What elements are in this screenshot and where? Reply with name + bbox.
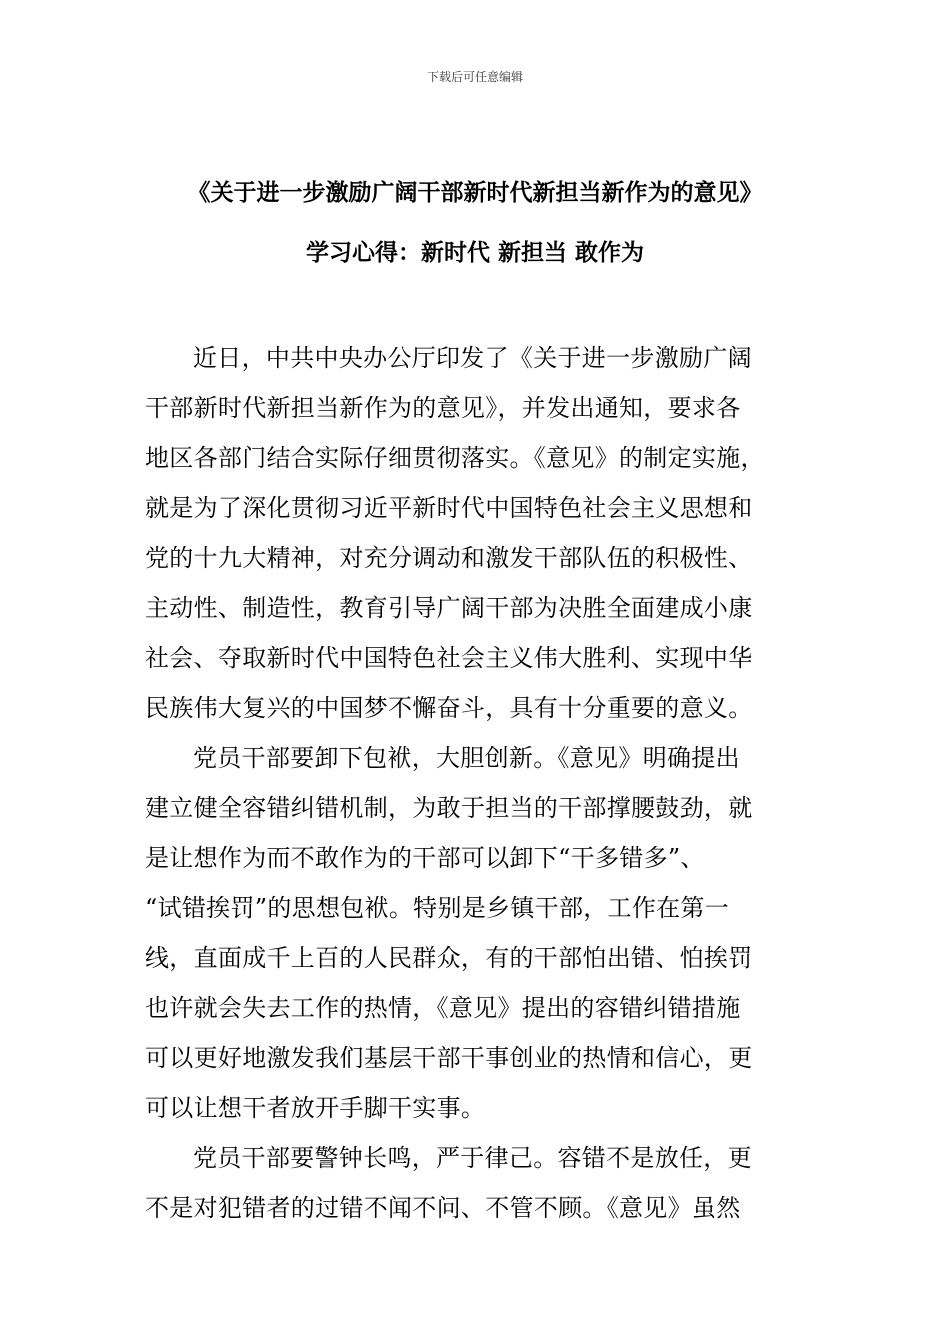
body-text: [145, 333, 805, 1233]
paragraph-line: 地区各部门结合实际仔细贯彻落实。《意见》的制定实施，: [145, 444, 765, 472]
paragraph-line: 就是为了深化贯彻习近平新时代中国特色社会主义思想和: [145, 494, 753, 522]
paragraph-line: 社会、夺取新时代中国特色社会主义伟大胜利、实现中华: [145, 644, 753, 672]
document-subtitle: 学习心得：新时代 新担当 敢作为: [305, 240, 644, 266]
paragraph-line: 可以更好地激发我们基层干部干事创业的热情和信心，更: [145, 1044, 753, 1072]
paragraph-line: 民族伟大复兴的中国梦不懈奋斗，具有十分重要的意义。: [145, 694, 753, 722]
paragraph-line: 党员干部要警钟长鸣，严于律己。容错不是放任，更: [193, 1144, 752, 1172]
paragraph-line: 主动性、制造性，教育引导广阔干部为决胜全面建成小康: [145, 594, 753, 622]
paragraph-line: “试错挨罚”的思想包袱。特别是乡镇干部，工作在第一: [145, 894, 730, 922]
document-title: 《关于进一步激励广阔干部新时代新担当新作为的意见》: [187, 180, 763, 206]
paragraph-line: 建立健全容错纠错机制，为敢于担当的干部撑腰鼓劲，就: [145, 794, 753, 822]
title-block: [0, 178, 950, 268]
header-note: 下载后可任意编辑: [426, 70, 523, 84]
paragraph-line: 是让想作为而不敢作为的干部可以卸下“干多错多”、: [145, 844, 705, 872]
paragraph-line: 党的十九大精神，对充分调动和激发干部队伍的积极性、: [145, 544, 753, 572]
paragraph-line: 线，直面成千上百的人民群众，有的干部怕出错、怕挨罚: [145, 944, 753, 972]
paragraph-line: 党员干部要卸下包袱，大胆创新。《意见》明确提出: [193, 744, 740, 772]
paragraph-line: 近日，中共中央办公厅印发了《关于进一步激励广阔: [193, 344, 752, 372]
paragraph-line: 干部新时代新担当新作为的意见》，并发出通知，要求各: [145, 394, 741, 422]
paragraph-line: 也许就会失去工作的热情，《意见》提出的容错纠错措施: [145, 994, 741, 1022]
paragraph-line: 可以让想干者放开手脚干实事。: [145, 1094, 486, 1122]
paragraph-line: 不是对犯错者的过错不闻不问、不管不顾。《意见》虽然: [145, 1194, 741, 1222]
